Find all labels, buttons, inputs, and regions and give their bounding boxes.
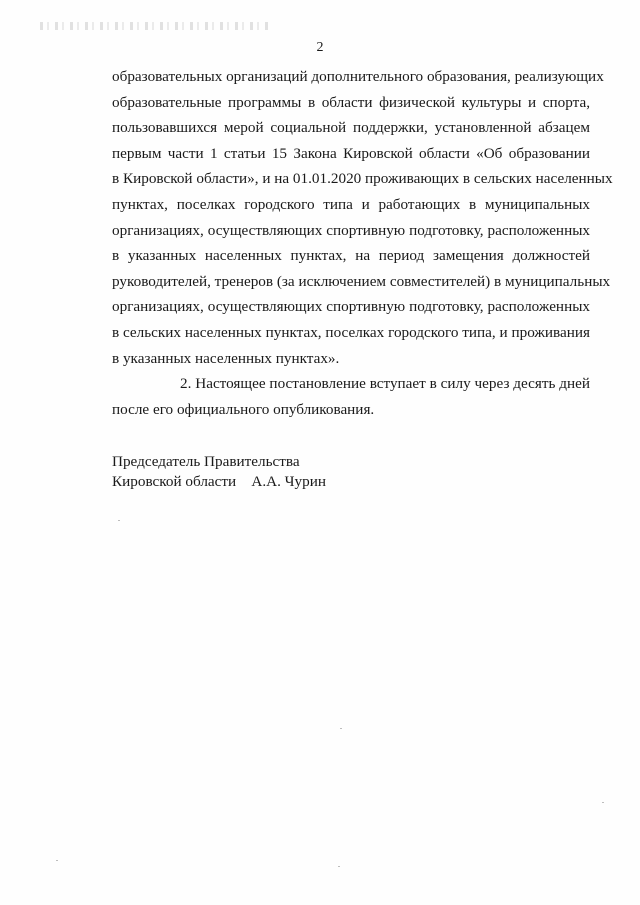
text-line: в указанных населенных пунктах». bbox=[112, 349, 340, 367]
scan-speck bbox=[56, 860, 58, 861]
text-line: организациях, осуществляющих спортивную подготовку, расположенных bbox=[112, 298, 590, 316]
document-body bbox=[112, 64, 613, 422]
text-line: руководителей, тренеров (за исключением совместителей) в муниципальных bbox=[112, 272, 611, 290]
paragraph-2 bbox=[112, 371, 590, 422]
text-line: в указанных населенных пунктах, на период замещения должностей bbox=[112, 247, 590, 265]
text-line: в сельских населенных пунктах, поселках городского типа, и проживания bbox=[112, 323, 590, 341]
text-line: 2. Настоящее постановление вступает в силу через десять дней bbox=[180, 375, 590, 393]
signatory-name: Кировской области А.А. Чурин bbox=[112, 473, 326, 490]
scan-speck bbox=[340, 728, 342, 729]
scan-artifact bbox=[40, 22, 270, 30]
page-number: 2 bbox=[316, 40, 324, 55]
text-line: пользовавшихся мерой социальной поддержки, установленной абзацем bbox=[112, 119, 590, 137]
text-line: образовательных организаций дополнительного образования, реализующих bbox=[112, 68, 604, 85]
paragraph-1 bbox=[112, 64, 613, 371]
scan-speck bbox=[602, 802, 604, 803]
text-line: первым части 1 статьи 15 Закона Кировской области «Об образовании bbox=[112, 144, 590, 162]
text-line: пунктах, поселках городского типа и работающих в муниципальных bbox=[112, 195, 590, 213]
text-line: образовательные программы в области физической культуры и спорта, bbox=[112, 93, 590, 111]
text-line: организациях, осуществляющих спортивную подготовку, расположенных bbox=[112, 221, 590, 239]
signature-block bbox=[112, 452, 326, 492]
signatory-title: Председатель Правительства bbox=[112, 453, 300, 470]
scan-speck bbox=[338, 866, 340, 867]
scan-speck bbox=[118, 520, 120, 521]
text-line: в Кировской области», и на 01.01.2020 проживающих в сельских населенных bbox=[112, 170, 613, 188]
text-line: после его официального опубликования. bbox=[112, 400, 375, 418]
